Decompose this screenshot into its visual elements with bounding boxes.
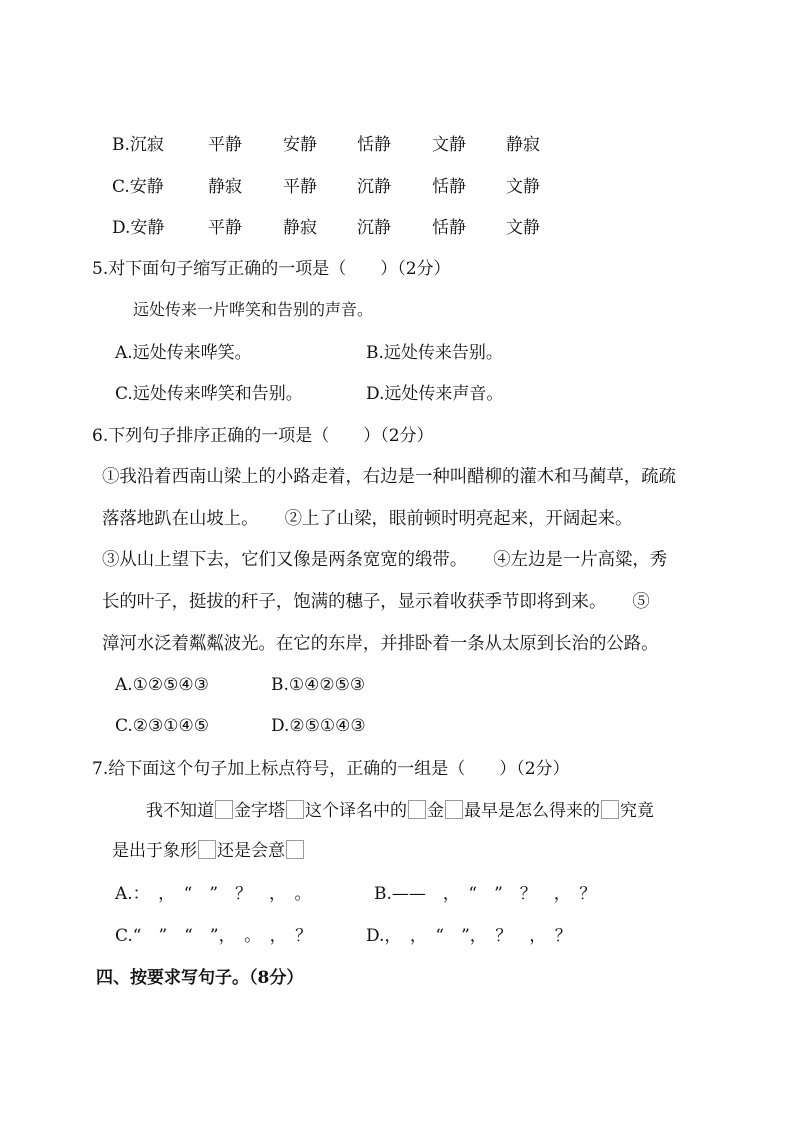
q4-option-word: 恬静 (357, 135, 391, 155)
punctuation-blank (215, 800, 233, 819)
q5-option-c: C.远处传来哗笑和告别。 (115, 384, 303, 404)
q7-part: 还是会意 (217, 841, 285, 861)
q4-option-first-word: D.安静 (112, 218, 165, 238)
q4-option-word: 平静 (283, 177, 317, 197)
q7-option-a: A.： ， “ ” ？ ， 。 (115, 884, 312, 904)
q4-option-word: 安静 (283, 135, 317, 155)
q4-option-word: 静寂 (506, 135, 540, 155)
q5-option-d: D.远处传来声音。 (366, 384, 504, 404)
q6-option-b: B.①④②⑤③ (271, 675, 366, 695)
q4-option-word: 平静 (208, 218, 242, 238)
q6-option-d: D.②⑤①④③ (271, 716, 366, 736)
q4-option-word: 文静 (432, 135, 466, 155)
q4-option-word: 平静 (208, 135, 242, 155)
punctuation-blank (286, 800, 304, 819)
q6-passage-line: 漳河水泛着粼粼波光。在它的东岸，并排卧着一条从太原到长治的公路。 (102, 634, 659, 654)
q7-question: 7.给下面这个句子加上标点符号，正确的一组是（ ）（2分） (92, 759, 570, 779)
q7-part: 这个译名中的 (305, 801, 407, 821)
q5-option-b: B.远处传来告别。 (366, 343, 503, 363)
section-heading: 四、按要求写句子。（8分） (96, 968, 304, 988)
q4-option-word: 沉静 (357, 218, 391, 238)
q7-option-c: C.“ ” “ ”， 。 ， ？ (115, 926, 313, 946)
punctuation-blank (408, 800, 426, 819)
q7-option-d: D.， ， “ ”， ？ ， ？ (366, 926, 572, 946)
punctuation-blank (445, 800, 463, 819)
punctuation-blank (601, 800, 619, 819)
q6-passage-line: 长的叶子，挺拔的秆子，饱满的穗子，显示着收获季节即将到来。 ⑤ (102, 592, 650, 612)
q6-option-a: A.①②⑤④③ (115, 675, 209, 695)
q7-part: 我不知道 (146, 801, 214, 821)
q4-option-word: 沉静 (357, 177, 391, 197)
q5-option-a: A.远处传来哗笑。 (115, 343, 252, 363)
q7-part: 金字塔 (234, 801, 285, 821)
q7-part: 是出于象形 (112, 841, 197, 861)
q6-passage-line: 落落地趴在山坡上。 ②上了山梁，眼前顿时明亮起来，开阔起来。 (102, 509, 633, 529)
q6-passage-line: ③从山上望下去，它们又像是两条宽宽的缎带。 ④左边是一片高粱，秀 (102, 550, 668, 570)
q4-option-word: 静寂 (208, 177, 242, 197)
q7-sentence-line2 (112, 840, 305, 862)
q4-option-word: 恬静 (432, 218, 466, 238)
q5-question: 5.对下面句子缩写正确的一项是（ ）（2分） (92, 259, 451, 279)
q6-question: 6.下列句子排序正确的一项是（ ）（2分） (92, 426, 434, 446)
q4-option-row (0, 134, 794, 156)
q4-option-row (0, 176, 794, 198)
q6-option-c: C.②③①④⑤ (115, 716, 210, 736)
q4-option-word: 文静 (506, 218, 540, 238)
punctuation-blank (198, 840, 216, 859)
q7-part: 究竟 (620, 801, 654, 821)
q7-sentence-line1 (146, 800, 654, 822)
q4-option-first-word: B.沉寂 (112, 135, 164, 155)
q7-part: 金 (427, 801, 444, 821)
q4-option-word: 静寂 (283, 218, 317, 238)
q4-option-first-word: C.安静 (112, 177, 164, 197)
q4-option-word: 恬静 (432, 177, 466, 197)
q5-sentence: 远处传来一片哗笑和告别的声音。 (133, 300, 374, 319)
punctuation-blank (286, 840, 304, 859)
q7-option-b: B.—— ， “ ” ？ ， ？ (374, 884, 597, 904)
q7-part: 最早是怎么得来的 (464, 801, 600, 821)
q6-passage-line: ①我沿着西南山梁上的小路走着，右边是一种叫醋柳的灌木和马蔺草，疏疏 (102, 467, 676, 487)
q4-option-word: 文静 (506, 177, 540, 197)
q4-option-row (0, 217, 794, 239)
